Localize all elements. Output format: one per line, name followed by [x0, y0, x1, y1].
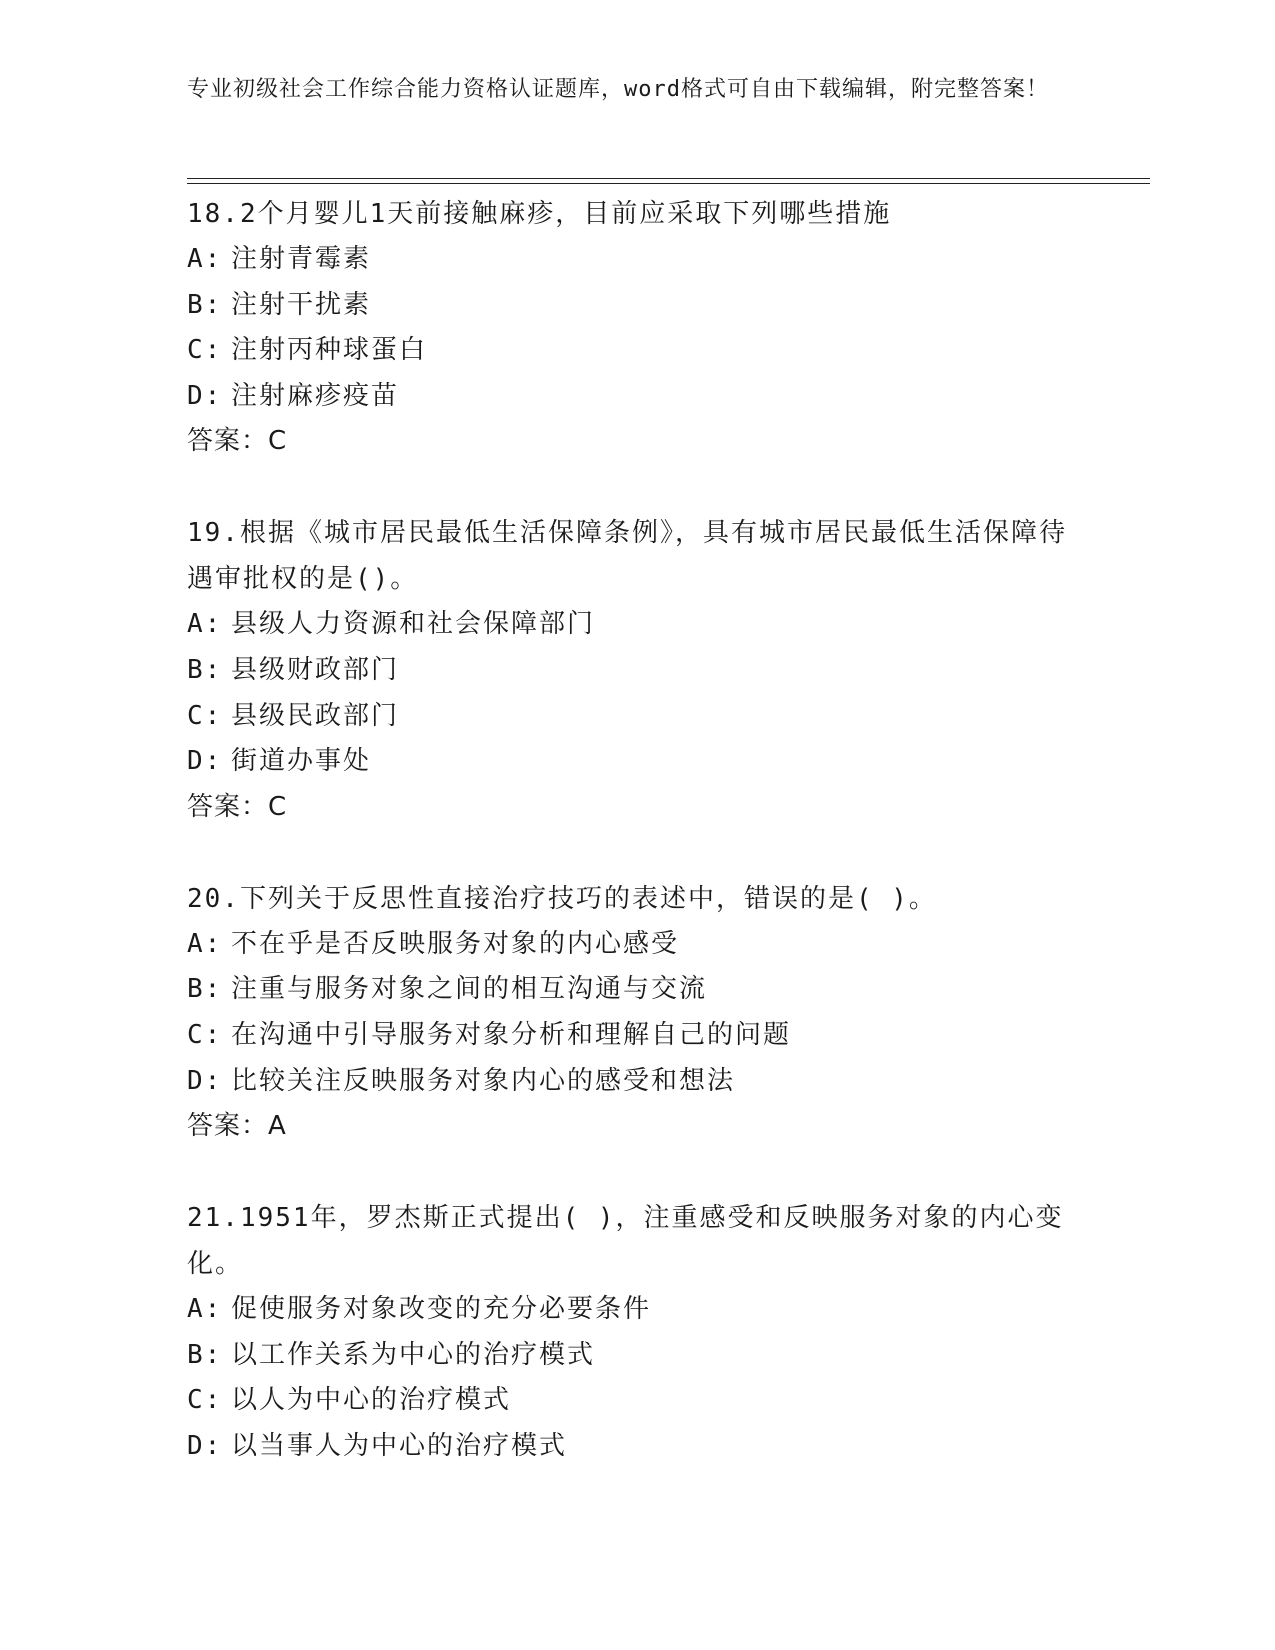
question-stem: 21.1951年，罗杰斯正式提出( )，注重感受和反映服务对象的内心变化。: [187, 1203, 1064, 1280]
option-a: [187, 922, 1087, 968]
option-text: 以工作关系为中心的治疗模式: [231, 1339, 596, 1370]
option-text: 在沟通中引导服务对象分析和理解自己的问题: [231, 1019, 792, 1050]
option-key: B:: [187, 974, 223, 1005]
answer-line: 答案：C: [187, 791, 288, 822]
option-key: C:: [187, 1385, 223, 1416]
option-text: 街道办事处: [231, 746, 372, 777]
header-rule-bottom: [187, 183, 1150, 184]
option-key: C:: [187, 1019, 223, 1050]
option-c: [187, 694, 1087, 740]
option-key: D:: [187, 1430, 223, 1461]
answer-line: 答案：C: [187, 426, 288, 457]
question-20: [187, 876, 1087, 1149]
page-header-text: 专业初级社会工作综合能力资格认证题库，word格式可自由下载编辑，附完整答案！: [187, 77, 1049, 102]
option-text: 注射丙种球蛋白: [231, 335, 428, 366]
option-key: B:: [187, 1339, 223, 1370]
option-c: [187, 328, 1087, 374]
option-text: 不在乎是否反映服务对象的内心感受: [231, 928, 680, 959]
option-key: A:: [187, 244, 223, 274]
question-18: [187, 191, 1087, 464]
option-key: A:: [187, 928, 223, 959]
option-c: [187, 1378, 1087, 1424]
question-stem: 20.下列关于反思性直接治疗技巧的表述中，错误的是( )。: [187, 883, 937, 914]
option-key: A:: [187, 1294, 223, 1325]
option-c: [187, 1013, 1087, 1059]
option-a: [187, 602, 1087, 648]
option-d: [187, 374, 1087, 420]
header-rule-top: [187, 178, 1150, 179]
question-stem: 18.2个月婴儿1天前接触麻疹，目前应采取下列哪些措施: [187, 199, 892, 229]
option-a: [187, 237, 1087, 283]
option-text: 比较关注反映服务对象内心的感受和想法: [231, 1065, 736, 1096]
option-key: D:: [187, 1065, 223, 1096]
option-text: 以人为中心的治疗模式: [231, 1385, 512, 1416]
question-21: [187, 1195, 1087, 1469]
answer-line: 答案：A: [187, 1111, 287, 1142]
question-stem: 19.根据《城市居民最低生活保障条例》，具有城市居民最低生活保障待遇审批权的是()。: [187, 518, 1067, 595]
option-key: C:: [187, 700, 223, 731]
option-a: [187, 1287, 1087, 1333]
option-d: [187, 1059, 1087, 1105]
option-key: A:: [187, 609, 223, 640]
option-d: [187, 739, 1087, 785]
option-b: [187, 648, 1087, 694]
option-text: 注射青霉素: [231, 244, 372, 274]
option-text: 注射麻疹疫苗: [231, 380, 400, 411]
option-key: B:: [187, 289, 223, 320]
option-text: 注射干扰素: [231, 289, 372, 320]
question-19: [187, 510, 1087, 829]
option-b: [187, 967, 1087, 1013]
option-text: 以当事人为中心的治疗模式: [231, 1430, 568, 1461]
option-d: [187, 1424, 1087, 1470]
option-text: 县级财政部门: [231, 654, 400, 685]
option-text: 促使服务对象改变的充分必要条件: [231, 1294, 652, 1325]
option-key: B:: [187, 654, 223, 685]
option-key: C:: [187, 335, 223, 366]
option-b: [187, 1333, 1087, 1379]
option-text: 县级民政部门: [231, 700, 400, 731]
option-key: D:: [187, 746, 223, 777]
option-b: [187, 283, 1087, 329]
option-text: 注重与服务对象之间的相互沟通与交流: [231, 974, 708, 1005]
question-list: [187, 191, 1087, 1516]
option-key: D:: [187, 380, 223, 411]
option-text: 县级人力资源和社会保障部门: [231, 609, 596, 640]
